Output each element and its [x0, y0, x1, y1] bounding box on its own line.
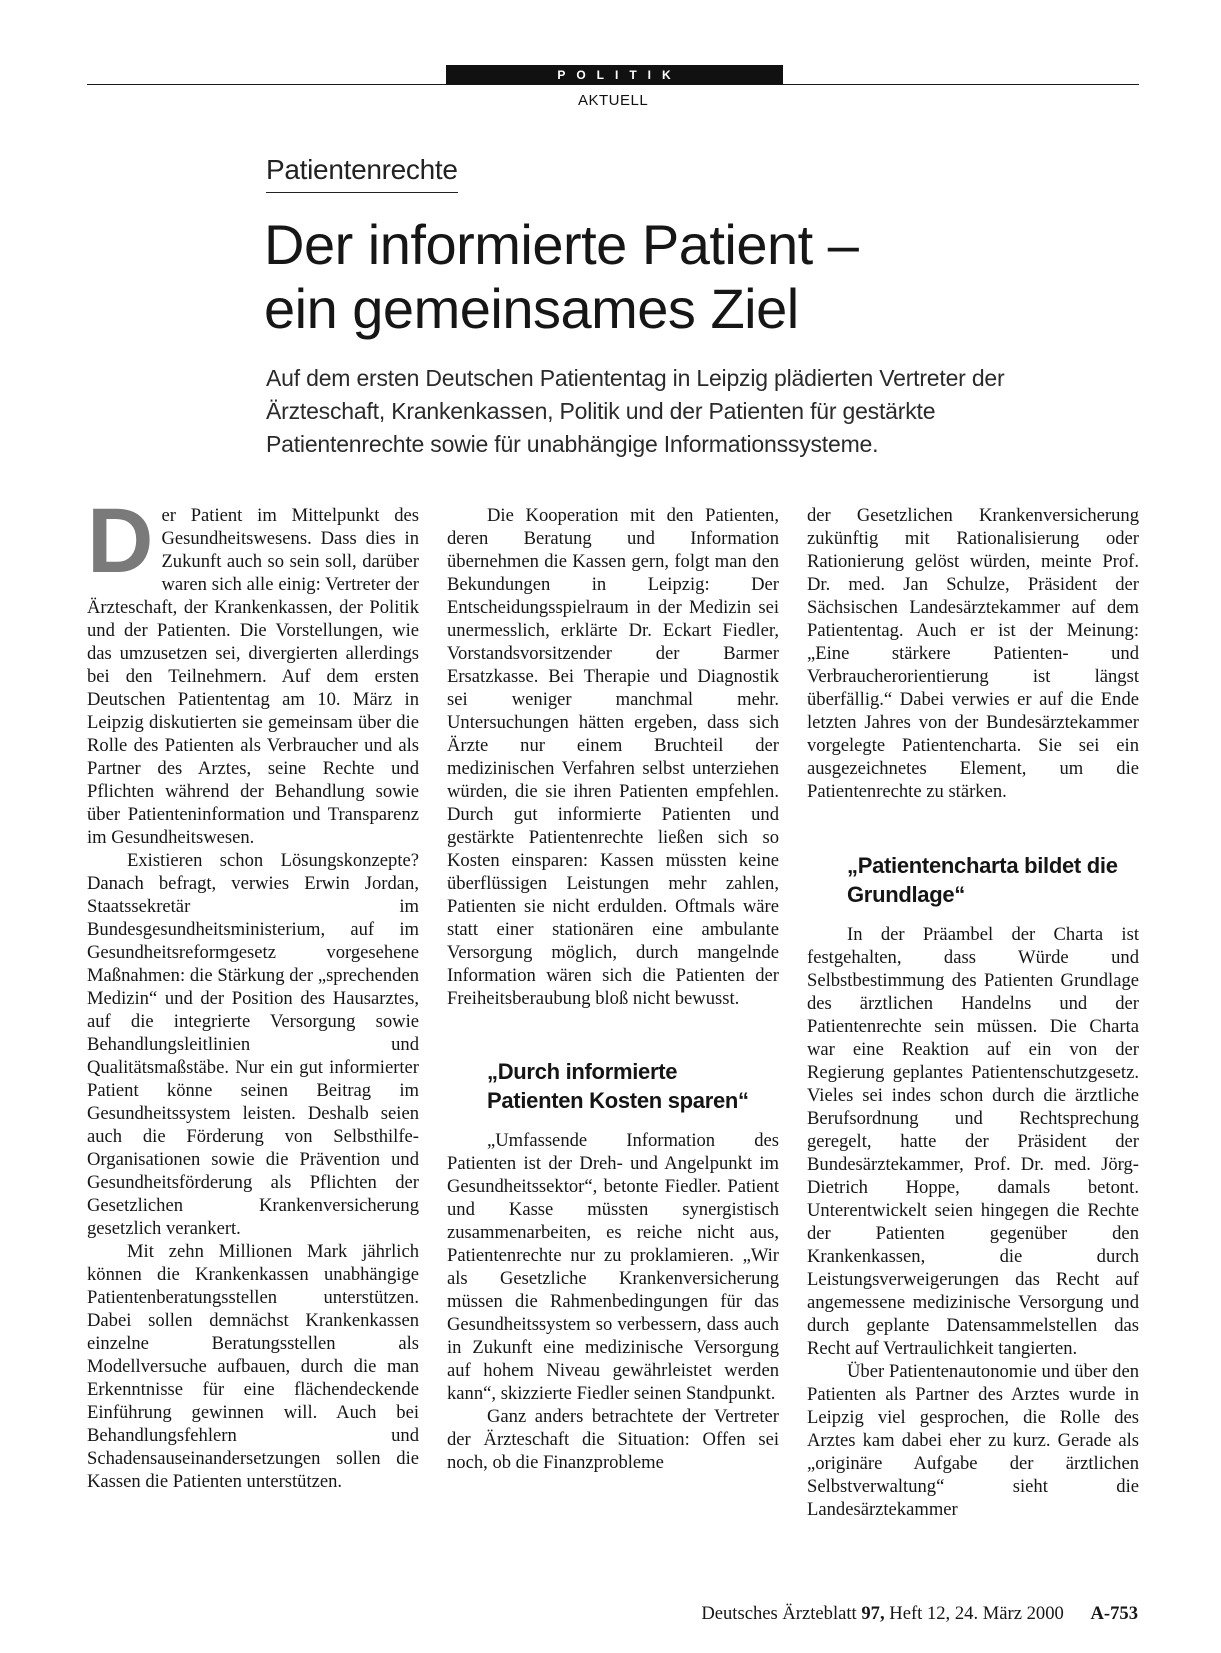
text-column-1: [87, 490, 419, 1493]
article-headline: [264, 213, 1164, 341]
section-label: POLITIK: [446, 65, 783, 85]
article-lead: Auf dem ersten Deutschen Patiententag in Leipzig plädierten Vertreter der Ärzteschaft, Krankenkassen, Politik und der Patienten für gestärkte Patientenrechte sowie für unabhängige Informationssysteme.: [266, 365, 1005, 457]
paragraph: Ganz anders betrachtete der Vertreter der Ärzteschaft die Situation: Offen sei noch, ob die Finanzprobleme: [447, 1406, 779, 1473]
paragraph: Mit zehn Millionen Mark jährlich können die Krankenkassen unabhängige Patientenberatungsstellen unterstützen. Dabei sollen demnächst Krankenkassen einzelne Beratungsstellen als Modellversuche aufbauen, durch die man Erkenntnisse für eine flächendeckende Einführung gewinnen will. Auch bei Behandlungsfehlern und Schadensauseinandersetzungen sollen die Kassen die Patienten unterstützen.: [87, 1241, 419, 1492]
page-footer: [701, 1603, 1138, 1625]
page-number: A-753: [1090, 1603, 1138, 1624]
text-column-3: [807, 504, 1139, 1521]
drop-cap: D: [87, 490, 154, 592]
journal-volume: 97,: [861, 1603, 885, 1624]
subsection-label: AKTUELL: [578, 92, 649, 109]
text-column-2: [447, 504, 779, 1474]
article-kicker: Patientenrechte: [266, 154, 458, 193]
paragraph: Über Patientenautonomie und über den Patienten als Partner des Arztes wurde in Leipzig viel gesprochen, die Rolle des Arztes kam dabei eher zu kurz. Gerade als „originäre Aufgabe der ärztlichen Selbstverwaltung“ sieht die Landesärztekammer: [807, 1361, 1139, 1520]
subheading: „Durch informierte Patienten Kosten sparen“: [487, 1059, 749, 1113]
paragraph: „Umfassende Information des Patienten ist der Dreh- und Angelpunkt im Gesundheitssektor“, betonte Fiedler. Patient und Kasse müssten synergistisch zusammenarbeiten, es reiche nicht aus, Patientenrechte nur zu proklamieren. „Wir als Gesetzliche Krankenversicherung müssen die Rahmenbedingungen für das Gesundheitssystem so verbessern, dass auch in Zukunft eine medizinische Versorgung auf hohem Niveau gewährleistet werden kann“, skizzierte Fiedler seinen Standpunkt.: [447, 1130, 779, 1404]
paragraph: In der Präambel der Charta ist festgehalten, dass Würde und Selbstbestimmung des Patienten Grundlage des ärztlichen Handelns und der Patientenrechte sein müssen. Die Charta war eine Reaktion auf ein von der Regierung geplantes Patientenschutzgesetz. Vieles sei indes schon durch die ärztliche Berufsordnung und Rechtsprechung geregelt, hatte der Präsident der Bundesärztekammer, Prof. Dr. med. Jörg-Dietrich Hoppe, damals betont. Unterentwickelt seien hingegen die Rechte der Patienten gegenüber den Krankenkassen, die durch Leistungsverweigerungen das Recht auf angemessene medizinische Versorgung und durch geplante Datensammelstellen das Recht auf Vertraulichkeit tangierten.: [807, 924, 1139, 1359]
paragraph: Existieren schon Lösungskonzepte? Danach befragt, verwies Erwin Jordan, Staatssekretär im Bundesgesundheitsministerium, auf im Gesundheitsreformgesetz vorgesehene Maßnahmen: die Stärkung der „sprechenden Medizin“ und der Position des Hausarztes, auf die integrierte Versorgung sowie Behandlungsleitlinien und Qualitätsmaßstäbe. Nur ein gut informierter Patient könne seinen Beitrag im Gesundheitssystem leisten. Deshalb seien auch die Förderung von Selbsthilfe-Organisationen sowie die Prävention und Gesundheitsförderung als Pflichten der Gesetzlichen Krankenversicherung gesetzlich verankert.: [87, 850, 419, 1239]
paragraph: er Patient im Mittelpunkt des Gesundheitswesens. Dass dies in Zukunft auch so sein soll, darüber waren sich alle einig: Vertreter der Ärzteschaft, der Krankenkassen, der Politik und der Patienten. Die Vorstellungen, wie das umzusetzen sei, divergierten allerdings bei den Teilnehmern. Auf dem ersten Deutschen Patiententag am 10. März in Leipzig diskutierten sie gemeinsam über die Rolle des Patienten als Verbraucher und als Partner des Arztes, seine Rechte und Pflichten während der Behandlung sowie über Patienteninformation und Transparenz im Gesundheitswesen.: [87, 505, 419, 848]
journal-name: Deutsches Ärzteblatt: [701, 1603, 857, 1624]
journal-issue: Heft 12, 24. März 2000: [889, 1603, 1064, 1624]
headline-line-2: ein gemeinsames Ziel: [264, 277, 799, 340]
paragraph: Die Kooperation mit den Patienten, deren Beratung und Information übernehmen die Kassen gern, folgt man den Bekundungen in Leipzig: Der Entscheidungsspielraum in der Medizin sei unermesslich, erklärte Dr. Eckart Fiedler, Vorstandsvorsitzender der Barmer Ersatzkasse. Bei Therapie und Diagnostik sei weniger manchmal mehr. Untersuchungen hätten ergeben, dass sich Ärzte nur einem Bruchteil der medizinischen Verfahren selbst unterziehen würden, die sie ihren Patienten empfehlen. Durch gut informierte Patienten und gestärkte Patientenrechte ließen sich so Kosten einsparen: Kassen müssten keine überflüssigen Leistungen mehr zahlen, Patienten sie nicht erdulden. Oftmals wäre statt einer stationären eine ambulante Versorgung möglich, durch mangelnde Information wären sich die Patienten der Freiheitsberaubung bloß nicht bewusst.: [447, 505, 779, 1009]
paragraph: der Gesetzlichen Krankenversicherung zukünftig mit Rationalisierung oder Rationierung gelöst würden, meinte Prof. Dr. med. Jan Schulze, Präsident der Sächsischen Landesärztekammer auf dem Patiententag. Auch er ist der Meinung: „Eine stärkere Patienten- und Verbraucherorientierung ist längst überfällig.“ Dabei verwies er auf die Ende letzten Jahres von der Bundesärztekammer vorgelegte Patientencharta. Sie sei ein ausgezeichnetes Element, um die Patientenrechte zu stärken.: [807, 505, 1139, 802]
headline-line-1: Der informierte Patient –: [264, 213, 859, 276]
subheading: „Patientencharta bildet die Grundlage“: [847, 853, 1118, 907]
